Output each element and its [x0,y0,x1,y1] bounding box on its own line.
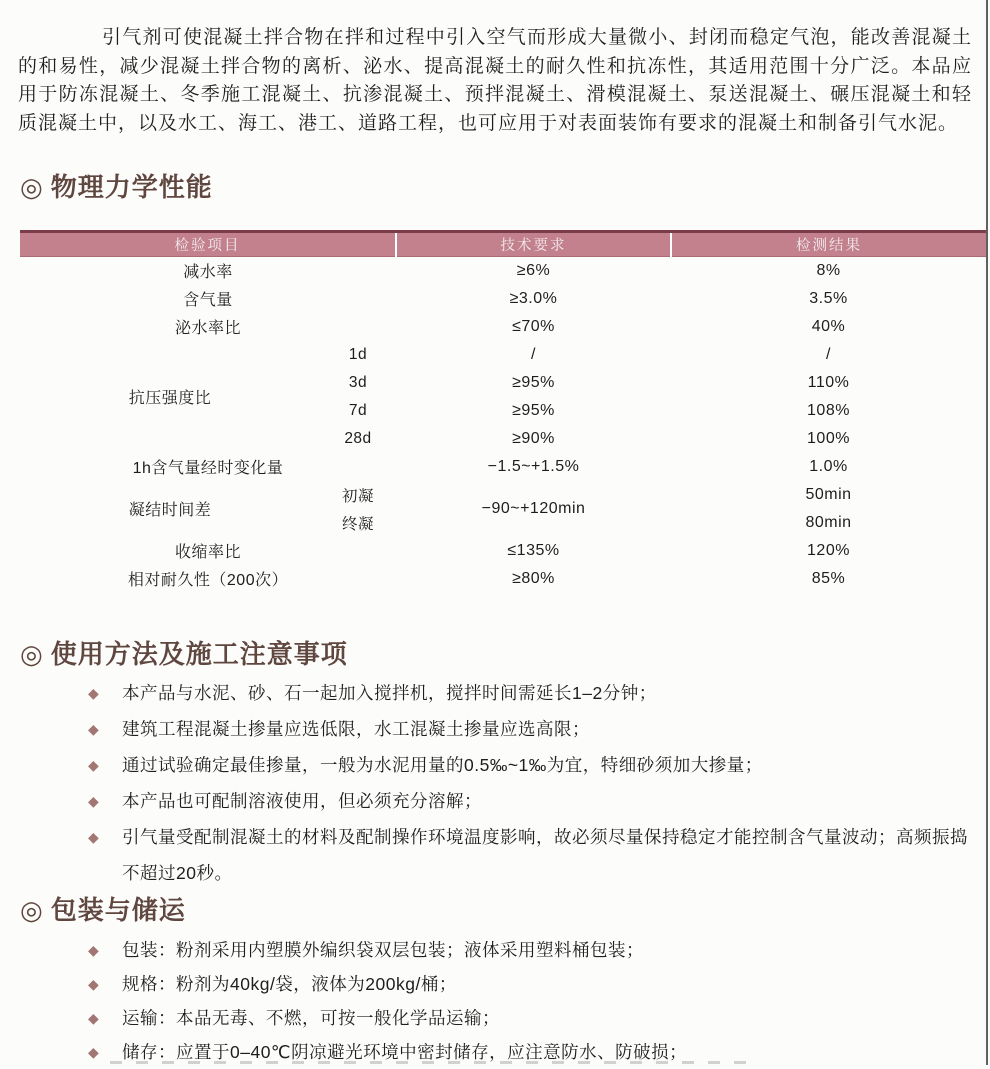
section-marker-icon: ◎ [20,638,44,669]
cell-req: ≥3.0% [509,289,558,307]
cell-item: 相对耐久性（200次） [127,572,289,589]
list-item [18,819,972,891]
table-row [20,313,986,341]
cell-group-item: 凝结时间差 [128,502,212,519]
diamond-bullet-icon: ◆ [88,975,99,992]
section-heading-physical-properties [20,170,972,204]
section-heading-usage-notes [20,637,972,671]
cell-req: ≤70% [512,317,555,335]
cell-sub-age: 28d [344,429,372,447]
diamond-bullet-icon: ◆ [88,828,99,845]
table-row [20,565,986,593]
table-row [20,453,986,481]
cell-res: 3.5% [809,289,848,307]
physical-properties-table [20,230,986,593]
packing-list [18,933,972,1069]
truncated-bottom-line [110,1059,750,1065]
table-header-row [20,232,986,257]
section-title: 使用方法及施工注意事项 [50,638,348,669]
diamond-bullet-icon: ◆ [88,756,99,773]
list-item [18,967,972,1001]
diamond-bullet-icon: ◆ [88,1043,99,1060]
cell-sub-age: 7d [348,401,368,419]
diamond-bullet-icon: ◆ [88,941,99,958]
cell-req: −1.5~+1.5% [487,457,580,475]
cell-sub-stage: 终凝 [341,515,374,533]
cell-item: 含气量 [183,292,233,309]
diamond-bullet-icon: ◆ [88,1009,99,1026]
cell-req: ≥95% [512,401,555,419]
cell-res: 100% [807,429,850,447]
list-item [18,747,972,783]
section-marker-icon: ◎ [20,894,44,925]
table-row [20,285,986,313]
cell-item: 1h含气量经时变化量 [132,460,284,477]
cell-item: 收缩率比 [174,544,241,561]
cell-res: 8% [816,261,841,279]
table-row [20,537,986,565]
column-header-inspection-item: 检验项目 [20,232,396,257]
cell-res: 1.0% [809,457,848,475]
cell-sub-stage: 初凝 [341,487,374,505]
intro-paragraph: 引气剂可使混凝土拌合物在拌和过程中引入空气而形成大量微小、封闭而稳定气泡，能改善混凝土的和易性，减少混凝土拌合物的离析、泌水、提高混凝土的耐久性和抗冻性，其适用范围十分广泛。本品应用于防冻混凝土、冬季施工混凝土、抗渗混凝土、预拌混凝土、滑模混凝土、泵送混凝土、碾压混凝土和轻质混凝土中，以及水工、海工、港工、道路工程，也可应用于对表面装饰有要求的混凝土和制备引气水泥。 [18,27,972,134]
diamond-bullet-icon: ◆ [88,684,99,701]
cell-group-item: 抗压强度比 [128,390,212,407]
scan-edge-line [986,0,988,1065]
column-header-test-result: 检测结果 [671,232,986,257]
list-item [18,783,972,819]
usage-list [18,675,972,891]
cell-req: ≥80% [512,569,555,587]
cell-item: 泌水率比 [174,320,241,337]
packing-item-text: 规格：粉剂为40kg/袋，液体为200kg/桶； [122,973,457,994]
list-item [18,933,972,967]
section-heading-packing-storage [20,893,972,927]
usage-item-text: 引气量受配制混凝土的材料及配制操作环境温度影响，故必须尽量保持稳定才能控制含气量波动；高频振捣不超过20秒。 [122,826,968,883]
cell-res: 110% [807,373,850,391]
cell-req: ≥6% [516,261,551,279]
list-item [18,711,972,747]
cell-sub-age: 3d [348,373,368,391]
diamond-bullet-icon: ◆ [88,792,99,809]
table-row [20,481,986,509]
packing-item-text: 包装：粉剂采用内塑膜外编织袋双层包装；液体采用塑料桶包装； [122,939,644,960]
diamond-bullet-icon: ◆ [88,720,99,737]
cell-res: / [826,345,831,363]
cell-item: 减水率 [183,264,233,282]
cell-res: 80min [805,513,852,531]
cell-res: 40% [811,317,846,335]
cell-res: 85% [811,569,846,587]
cell-res: 108% [807,401,850,419]
column-header-technical-requirement: 技术要求 [396,232,671,257]
table-row [20,341,986,369]
cell-req: −90~+120min [481,499,586,517]
cell-res: 120% [807,541,850,559]
section-title: 物理力学性能 [50,172,213,202]
cell-req: ≥95% [512,373,555,391]
cell-req: ≤135% [507,541,560,559]
list-item [18,675,972,711]
truncated-text-marks [110,1061,750,1064]
usage-item-text: 本产品与水泥、砂、石一起加入搅拌机，搅拌时间需延长1–2分钟； [122,682,657,703]
section-marker-icon: ◎ [20,172,44,202]
usage-item-text: 本产品也可配制溶液使用，但必须充分溶解； [122,790,482,811]
usage-item-text: 通过试验确定最佳掺量，一般为水泥用量的0.5‰~1‰为宜，特细砂须加大掺量； [122,754,763,775]
cell-sub-age: 1d [348,345,368,363]
section-title: 包装与储运 [50,894,186,925]
usage-item-text: 建筑工程混凝土掺量应选低限，水工混凝土掺量应选高限； [122,718,590,739]
list-item [18,1001,972,1035]
cell-res: 50min [805,485,852,503]
packing-item-text: 运输：本品无毒、不燃，可按一般化学品运输； [122,1007,500,1028]
cell-req: ≥90% [512,429,555,447]
cell-req: / [531,345,536,363]
table-row [20,257,986,285]
packing-item-text: 储存：应置于0–40℃阴凉避光环境中密封储存，应注意防水、防破损； [122,1041,688,1062]
